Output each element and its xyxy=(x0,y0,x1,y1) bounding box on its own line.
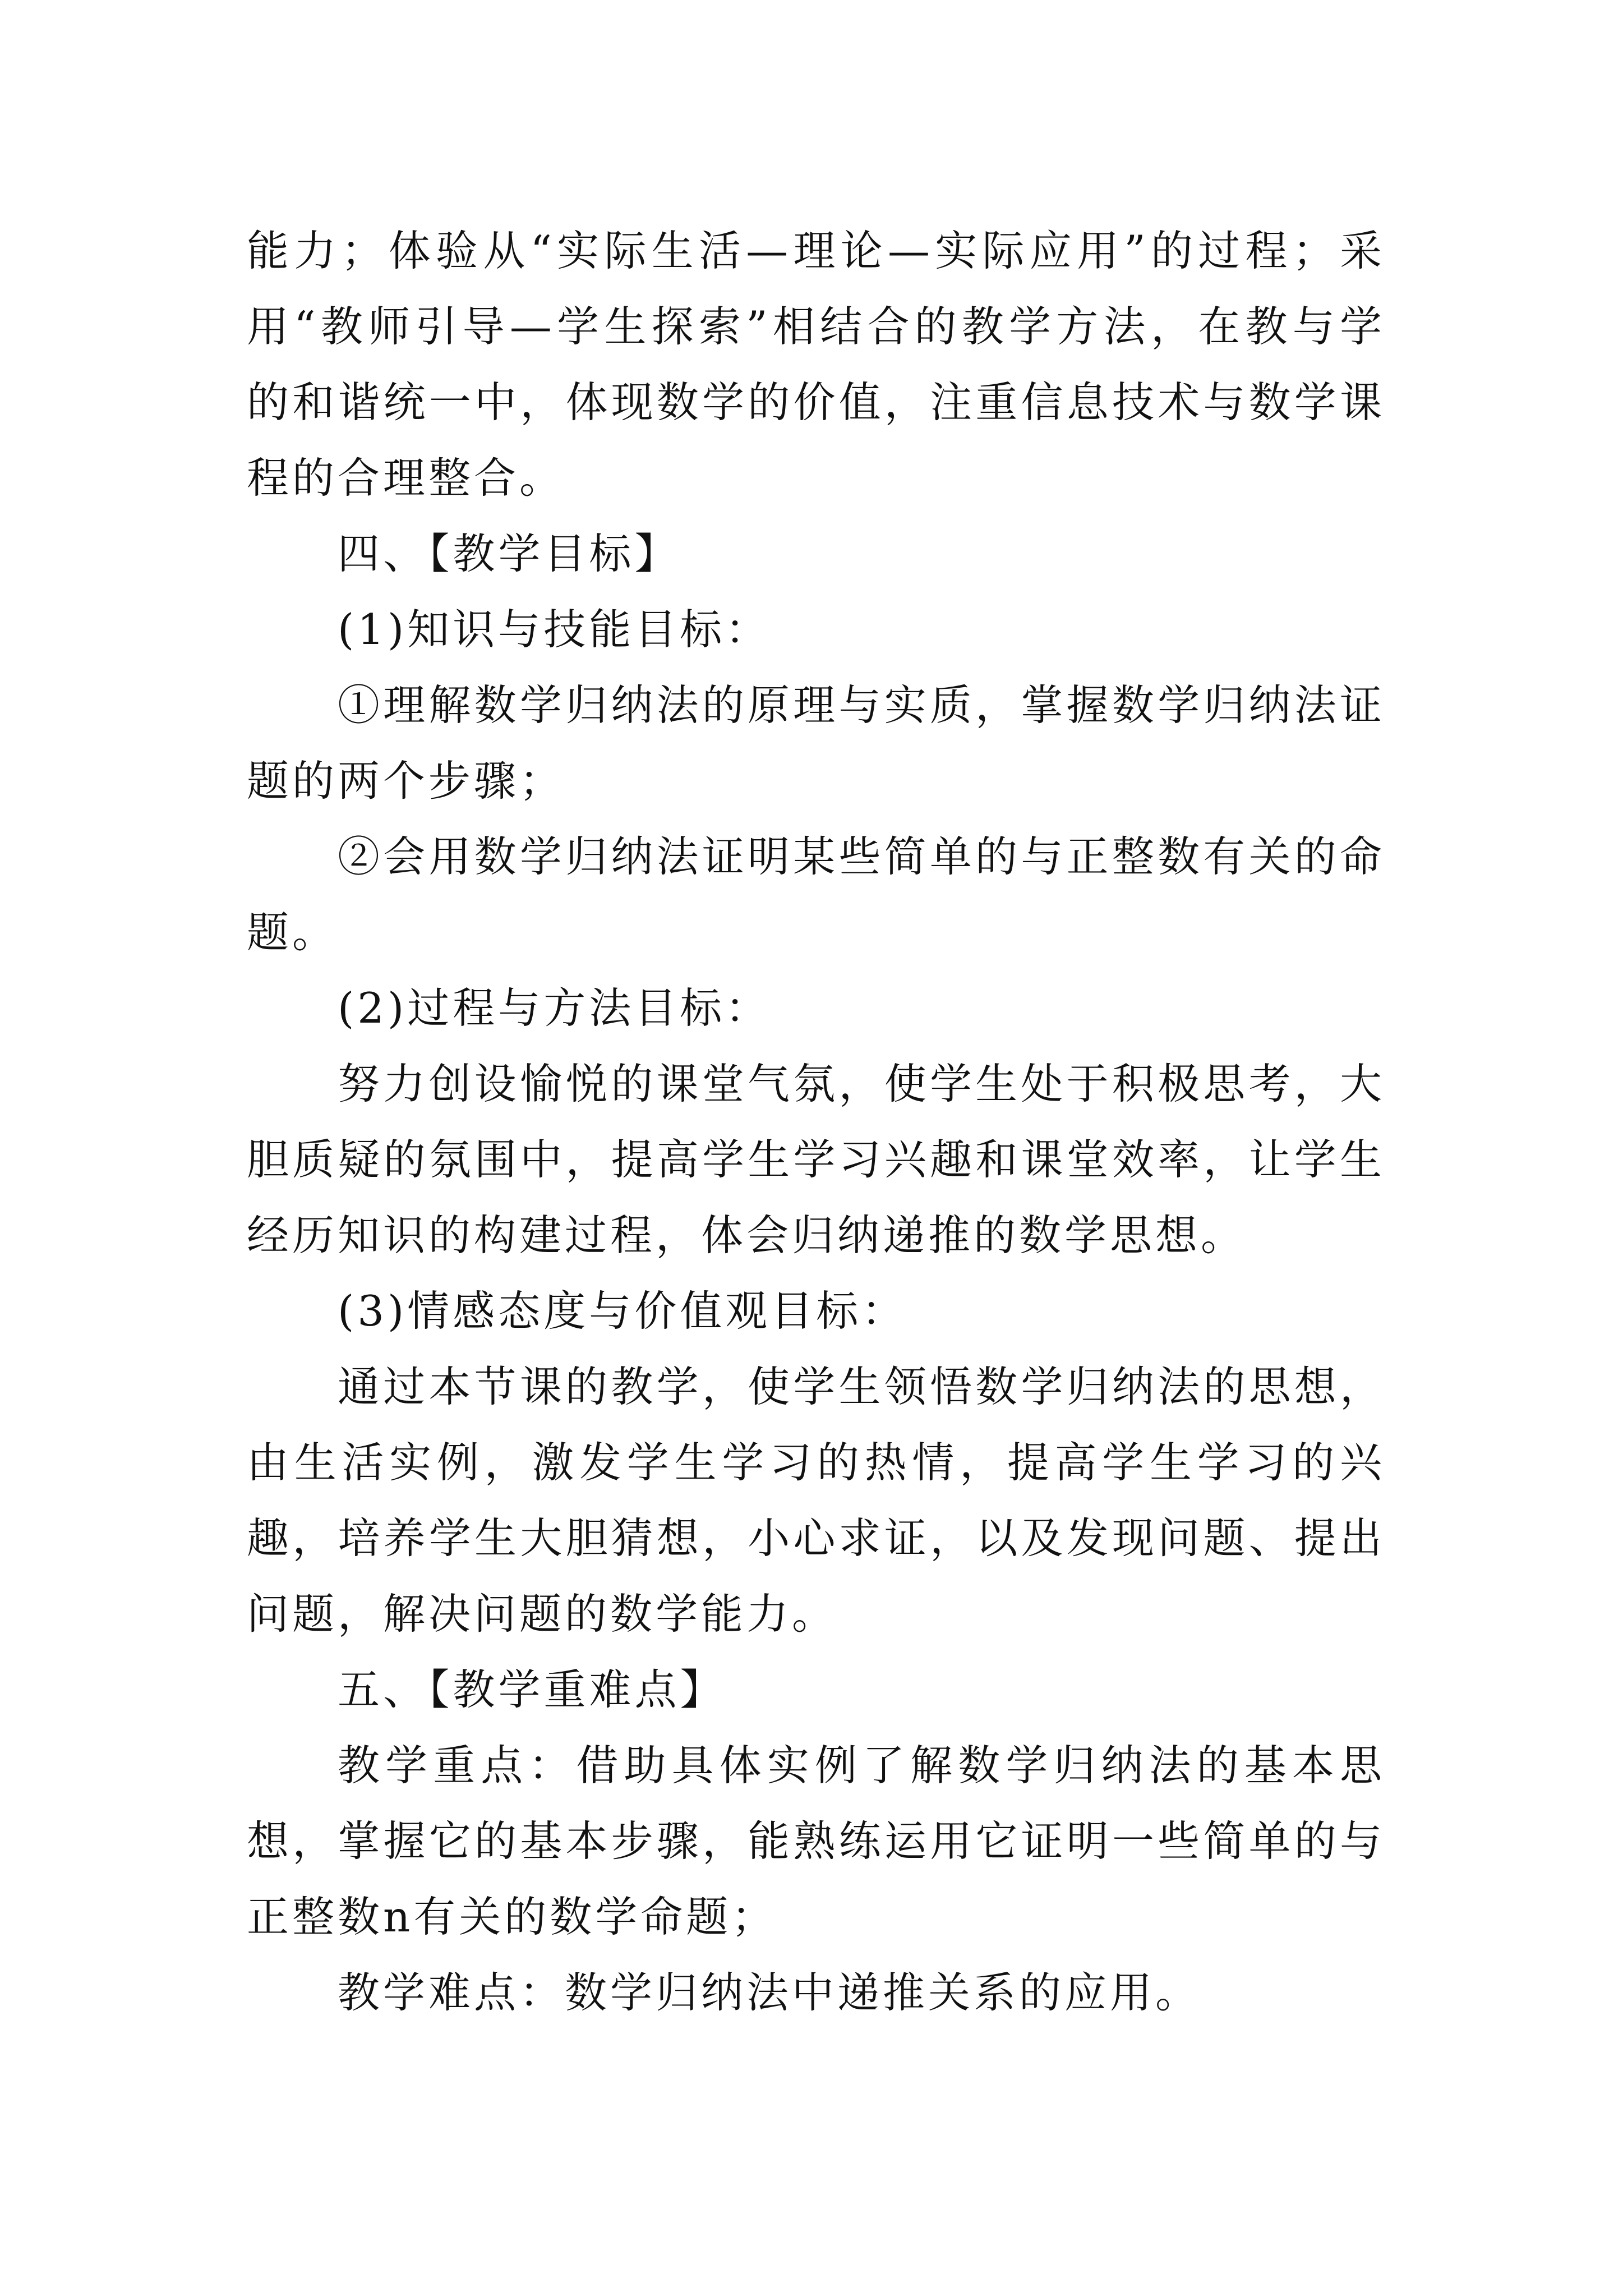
subheading-process-method: (2)过程与方法目标： xyxy=(338,983,771,1033)
paragraph-difficult-point: 教学难点：数学归纳法中递推关系的应用。 xyxy=(338,1968,1201,2017)
subheading-emotion-values: (3)情感态度与价值观目标： xyxy=(338,1286,907,1336)
document-page xyxy=(247,213,1385,2031)
paragraph-intro-continuation: 能力；体验从“实际生活—理论—实际应用”的过程；采用“教师引导—学生探索”相结合的教学方法，在教与学的和谐统一中，体现数学的价值，注重信息技术与数学课程的合理整合。 xyxy=(247,226,1385,503)
paragraph-emotion-values: 通过本节课的教学，使学生领悟数学归纳法的思想，由生活实例，激发学生学习的热情，提高学生学习的兴趣，培养学生大胆猜想，小心求证，以及发现问题、提出问题，解决问题的数学能力。 xyxy=(247,1362,1385,1639)
heading-teaching-objectives: 四、【教学目标】 xyxy=(338,529,680,578)
subheading-knowledge-skills: (1)知识与技能目标： xyxy=(338,605,771,654)
paragraph-objective-1: ①理解数学归纳法的原理与实质，掌握数学归纳法证题的两个步骤； xyxy=(247,680,1385,806)
heading-key-difficult-points: 五、【教学重难点】 xyxy=(338,1665,726,1714)
paragraph-key-point: 教学重点：借助具体实例了解数学归纳法的基本思想，掌握它的基本步骤，能熟练运用它证明一些简单的与正整数n有关的数学命题； xyxy=(247,1741,1385,1941)
paragraph-process-method: 努力创设愉悦的课堂气氛，使学生处于积极思考，大胆质疑的氛围中，提高学生学习兴趣和课堂效率，让学生经历知识的构建过程，体会归纳递推的数学思想。 xyxy=(247,1059,1385,1260)
paragraph-objective-2: ②会用数学归纳法证明某些简单的与正整数有关的命题。 xyxy=(247,832,1385,957)
